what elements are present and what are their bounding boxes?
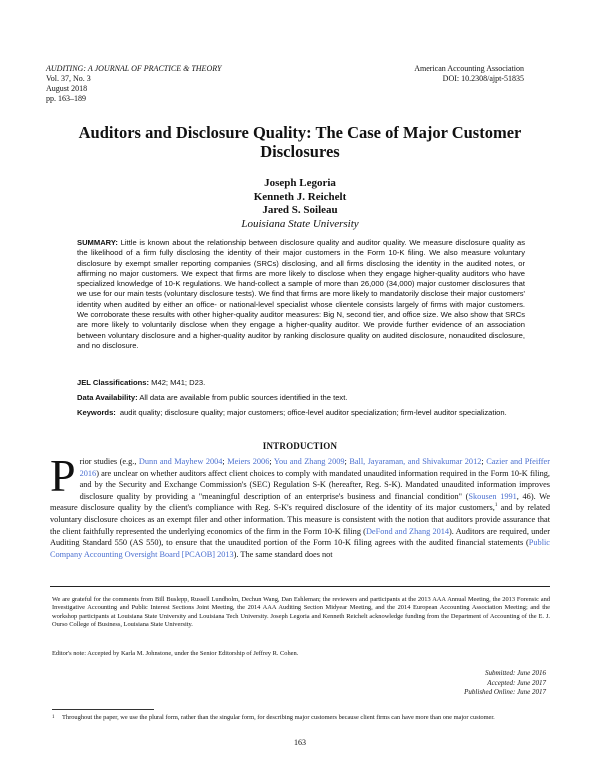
body-text: rior studies (e.g., [79, 457, 139, 466]
footnote-divider [52, 709, 154, 710]
journal-header [46, 64, 221, 104]
keywords-text: audit quality; disclosure quality; major customers; office-level auditor specialization; firm-level auditor specialization. [119, 408, 507, 417]
body-text: ; [344, 457, 350, 466]
journal-volume: Vol. 37, No. 3 [46, 74, 91, 83]
drop-cap: P [50, 450, 76, 501]
author-affiliation: Louisiana State University [241, 217, 359, 230]
keywords-label: Keywords: [77, 408, 116, 417]
author-block [40, 177, 560, 231]
citation-link[interactable]: Public Company Accounting Oversight Board [PCAOB] 2013 [50, 538, 550, 559]
summary-label: SUMMARY: [77, 238, 118, 247]
footnote-number: 1 [52, 715, 55, 720]
journal-pages: pp. 163–189 [46, 94, 86, 103]
data-availability [77, 393, 525, 403]
citation-link[interactable]: Ball, Jayaraman, and Shivakumar 2012 [349, 457, 482, 466]
publisher-header [414, 64, 524, 84]
doi[interactable]: DOI: 10.2308/ajpt-51835 [442, 74, 524, 83]
data-availability-label: Data Availability: [77, 393, 138, 402]
accepted-date: Accepted: June 2017 [487, 678, 546, 687]
published-date: Published Online: June 2017 [464, 688, 546, 696]
citation-link[interactable]: Cazier and Pfeiffer 2016 [79, 457, 550, 478]
submitted-date: Submitted: June 2016 [484, 669, 546, 677]
body-text: ) are unclear on whether auditors affect client choices to comply with mandated unaudited information required in the Form 10-K filing, and by the Security and Exchange Commission's (SEC) Regulation S-K (hereafter, Reg. S-K). Mandated unaudited information improves disclosure quality by providing a "meaningful description of an enterprise's business and financial condition" ( [79, 468, 550, 501]
journal-date: August 2018 [46, 84, 88, 93]
paper-title: Auditors and Disclosure Quality: The Case of Major Customer Disclosures [78, 123, 522, 161]
citation-link[interactable]: Skousen 1991 [468, 491, 517, 501]
body-text: ; [481, 457, 487, 466]
section-heading-introduction: INTRODUCTION [262, 441, 338, 451]
author-name: Jared S. Soileau [262, 204, 338, 216]
keywords [77, 408, 525, 418]
citation-link[interactable]: You and Zhang 2009 [273, 457, 345, 466]
body-text: , 46). We measure disclosure quality by the client's compliance with Reg. S-K's required disclosure of the identity of its major customers, [50, 491, 550, 513]
jel-label: JEL Classifications: [77, 378, 150, 387]
footnote-marker[interactable]: 1 [494, 503, 498, 509]
introduction-body [50, 450, 550, 560]
author-name: Kenneth J. Reichelt [253, 190, 347, 203]
journal-name: AUDITING: A JOURNAL OF PRACTICE & THEORY [46, 64, 222, 73]
body-text: and by related voluntary disclosure choices as an exempt filer and other information. This measure is consistent with the notion that auditors provide assurance that the client faithfully represented the underlying economics of the firm in the Form 10-K filing ( [50, 503, 550, 536]
acknowledgment-note: We are grateful for the comments from Bill Buslepp, Russell Lundholm, Dechun Wang, Dan Eshleman; the reviewers and participants at the 2013 AAA Annual Meeting, the 2013 Forensic and Investigative Accounting and Public Interest Sections Joint Meeting, the 2014 AAA Auditing Section Midyear Meeting, and the 2014 European Accounting Association Meeting; and the workshop participants at Louisiana State University and Louisiana Tech University. Joseph Legoria and Kenneth Reichelt acknowledge funding from the Department of Accounting of the E. J. Ourso College of Business, Louisiana State University. [52, 596, 550, 629]
footnote-text: Throughout the paper, we use the plural form, rather than the singular form, for describing major customers because client firms can have more than one major customer. [62, 714, 495, 721]
jel-classifications [77, 378, 525, 388]
editor-note: Editor's note: Accepted by Karla M. Johnstone, under the Senior Editorship of Jeffrey R. Cohen. [52, 650, 299, 657]
author-name: Joseph Legoria [264, 177, 336, 189]
citation-link[interactable]: Meiers 2006 [227, 457, 270, 466]
footnote [52, 714, 548, 722]
publisher-name: American Accounting Association [414, 64, 524, 73]
body-text: ; [222, 457, 228, 466]
publication-dates [464, 669, 546, 698]
citation-link[interactable]: Dunn and Mayhew 2004 [138, 457, 223, 466]
section-divider [50, 586, 550, 587]
body-text: ). The same standard does not [233, 549, 333, 559]
body-text: ; [269, 457, 274, 466]
data-availability-text: All data are available from public sources identified in the text. [139, 393, 348, 402]
abstract-summary [77, 238, 525, 351]
page-number: 163 [294, 738, 306, 747]
summary-text: Little is known about the relationship between disclosure quality and auditor quality. We measure disclosure quality as the likelihood of a firm fully disclosing the identity of their major customers in the Form 10-K filing. We also measure voluntary disclosure by exempt smaller reporting companies (SRCs) disclosing, and all firms disclosing the identity in the audited notes, or affirming no major customers. We expect that firms are more likely to disclose when they engage higher-quality auditors who have specialized knowledge of 10-K regulations. We hand-collect a sample of more than 26,000 (34,000) major customer disclosures that we use for our main tests (voluntary disclosure tests). We find that firms are more likely to mandatorily disclose their major customers' identity when audited by either an office- or national-level specialist whose clientele consists largely of firms with major customers. We corroborate these results with other higher-quality auditor measures: Big N, second tier, and office size. We also show that SRCs are more likely to voluntarily disclose when they engage a higher-quality auditor. We provide further evidence of an association between voluntary disclosure and a higher-quality auditor by ranking disclosure quality on audited disclosure, nonaudited disclosure, and no disclosure. [77, 238, 525, 350]
citation-link[interactable]: DeFond and Zhang 2014 [365, 526, 450, 536]
body-text: ). Auditors are required, under Auditing Standard 550 (AS 550), to ensure that the unaudited portion of the Form 10-K filing agrees with the audited financial statements ( [50, 526, 550, 548]
jel-text: M42; M41; D23. [151, 378, 206, 387]
